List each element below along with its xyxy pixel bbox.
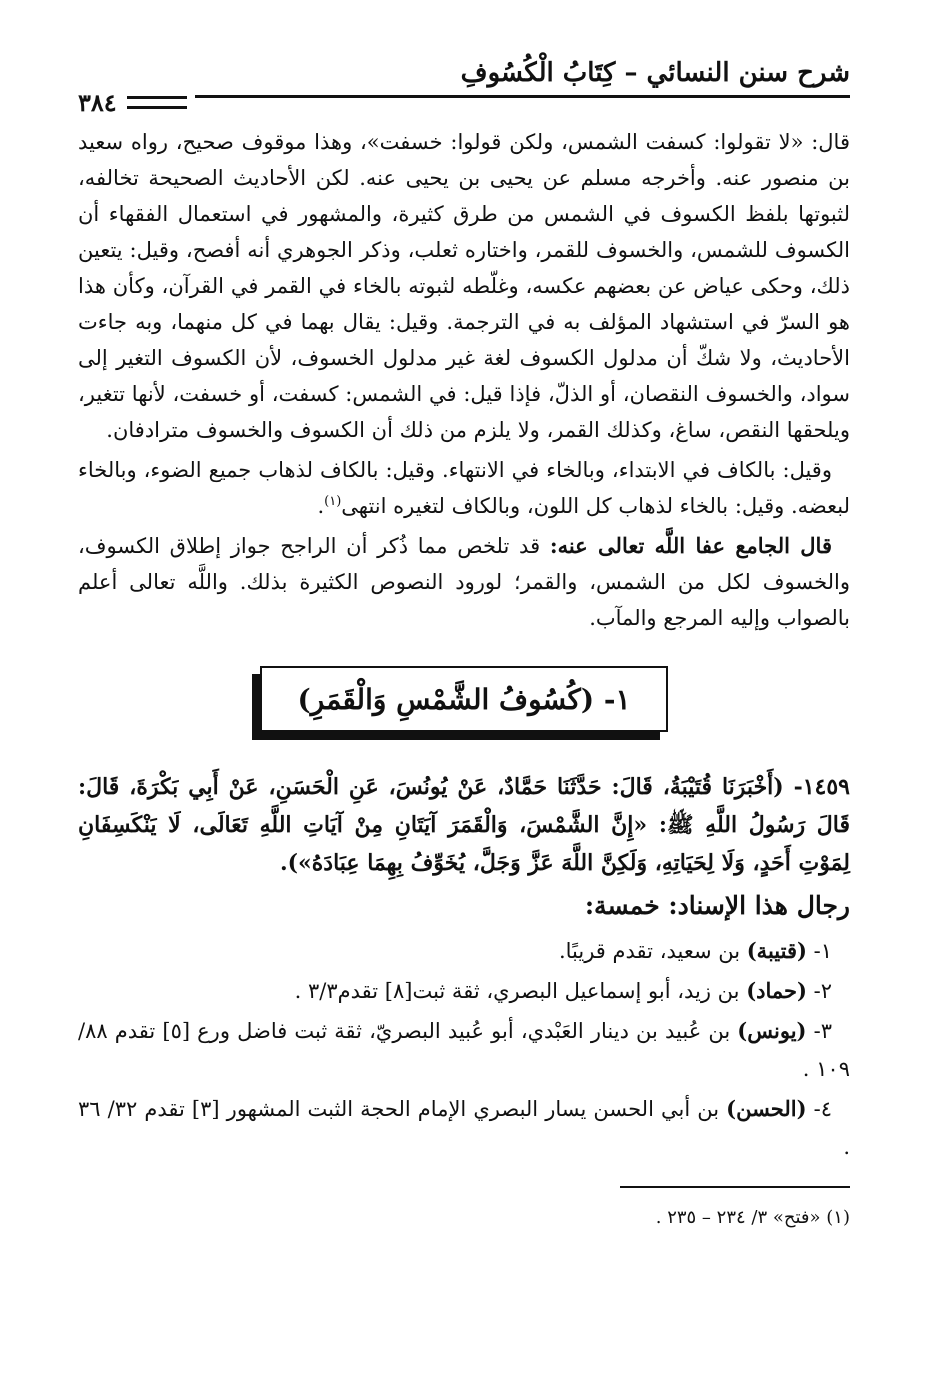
commentary-section — [78, 124, 850, 636]
book-page — [78, 40, 850, 1232]
commentary-paragraph-text: وقيل: بالكاف في الابتداء، وبالخاء في الانتهاء. وقيل: بالكاف لذهاب جميع الضوء، وبالخاء لبعضه. وقيل: بالخاء لذهاب كل اللون، وبالكاف لتغيره انتهى — [78, 458, 850, 518]
narrator-number: ٣- — [806, 1019, 832, 1043]
footnote-separator — [620, 1186, 850, 1188]
page-number: ٣٨٤ — [78, 88, 117, 117]
narrator-name: (الحسن) — [726, 1096, 807, 1121]
narrator-item — [78, 1012, 850, 1088]
narrator-details: بن زيد، أبو إسماعيل البصري، ثقة ثبت[٨] تقدم٣/٣ . — [294, 979, 747, 1003]
running-title: شرح سنن النسائي – كِتَابُ الْكُسُوفِ — [460, 58, 850, 88]
narrators-list — [78, 932, 850, 1166]
narrator-number: ٢- — [806, 979, 832, 1003]
narrator-name: (قتيبة) — [746, 938, 807, 963]
narrator-item — [78, 972, 850, 1010]
narrator-number: ٤- — [806, 1097, 832, 1121]
narrator-item — [78, 1090, 850, 1166]
chapter-heading-wrap — [78, 666, 850, 732]
narrators-heading: رجال هذا الإسناد: خمسة: — [584, 891, 850, 920]
compiler-note — [78, 528, 850, 636]
narrator-number: ١- — [806, 939, 832, 963]
narrator-details: بن أبي الحسن يسار البصري الإمام الحجة الثبت المشهور [٣] تقدم ٣٢/ ٣٦ . — [78, 1097, 850, 1159]
footnote-reference: (١) — [324, 494, 342, 509]
narrator-details: بن عُبيد بن دينار العَبْدي، أبو عُبيد البصريّ، ثقة ثبت فاضل ورع [٥] تقدم ٨٨/ ١٠٩ . — [78, 1019, 850, 1081]
narrator-name: (يونس) — [737, 1018, 807, 1043]
compiler-note-lead: قال الجامع عفا اللَّه تعالى عنه: — [549, 533, 832, 558]
commentary-paragraph: وقيل: بالكاف في الابتداء، وبالخاء في الانتهاء. وقيل: بالكاف لذهاب جميع الضوء، وبالخاء لبعضه. وقيل: بالخاء لذهاب كل اللون، وبالكاف لتغيره انتهى$^{(١)}$. — [78, 458, 850, 518]
page-header — [78, 40, 850, 117]
hadith-text: ١٤٥٩- (أَخْبَرَنَا قُتَيْبَةُ، قَالَ: حَدَّثَنَا حَمَّادٌ، عَنْ يُونُسَ، عَنِ الْحَسَنِ، عَنْ أَبِي بَكْرَةَ، قَالَ: قَالَ رَسُولُ اللَّهِ ﷺ: «إِنَّ الشَّمْسَ، وَالْقَمَرَ آيَتَانِ مِنْ آيَاتِ اللَّهِ تَعَالَى، لَا يَنْكَسِفَانِ لِمَوْتِ أَحَدٍ، وَلَا لِحَيَاتِهِ، وَلَكِنَّ اللَّهَ عَزَّ وَجَلَّ، يُخَوِّفُ بِهِمَا عِبَادَهُ»). — [78, 774, 851, 876]
narrator-item — [78, 932, 850, 970]
narrator-details: بن سعيد، تقدم قريبًا. — [558, 939, 747, 963]
page-number-block — [78, 88, 195, 117]
page-number-rule — [127, 96, 187, 109]
narrator-name: (حماد) — [746, 978, 807, 1003]
compiler-note-text: قد تلخص مما ذُكر أن الراجح جواز إطلاق الكسوف، والخسوف لكل من الشمس، والقمر؛ لورود النصوص الكثيرة بذلك. واللَّه تعالى أعلم بالصواب وإليه المرجع والمآب. — [78, 534, 850, 630]
chapter-heading: ١- (كُسُوفُ الشَّمْسِ وَالْقَمَرِ) — [260, 666, 668, 732]
footnote: (١) «فتح» ٣/ ٢٣٤ – ٢٣٥ . — [655, 1207, 850, 1228]
commentary-paragraph: قال: «لا تقولوا: كسفت الشمس، ولكن قولوا: خسفت»، وهذا موقوف صحيح، رواه سعيد بن منصور عنه. وأخرجه مسلم عن يحيى بن يحيى عنه. لكن الأحاديث الصحيحة تخالفه، لثبوتها بلفظ الكسوف في الشمس من طرق كثيرة، والمشهور في استعمال الفقهاء أن الكسوف للشمس، والخسوف للقمر، واختاره ثعلب، وذكر الجوهري أنه أفصح، وقيل: يتعين ذلك، وحكى عياض عن بعضهم عكسه، وغلّطه لثبوته بالخاء في القمر في القرآن، وكأن هذا هو السرّ في استشهاد المؤلف به في الترجمة. وقيل: يقال بهما في كل منهما، وبه جاءت الأحاديث، ولا شكّ أن مدلول الكسوف لغة غير مدلول الخسوف، لأن الكسوف التغير إلى سواد، والخسوف النقصان، أو الذلّ، فإذا قيل: في الشمس: كسفت، أو خسفت، لأنها تتغير، ويلحقها النقص، ساغ، وكذلك القمر، ولا يلزم من ذلك أن الكسوف والخسوف مترادفان. — [78, 130, 850, 442]
